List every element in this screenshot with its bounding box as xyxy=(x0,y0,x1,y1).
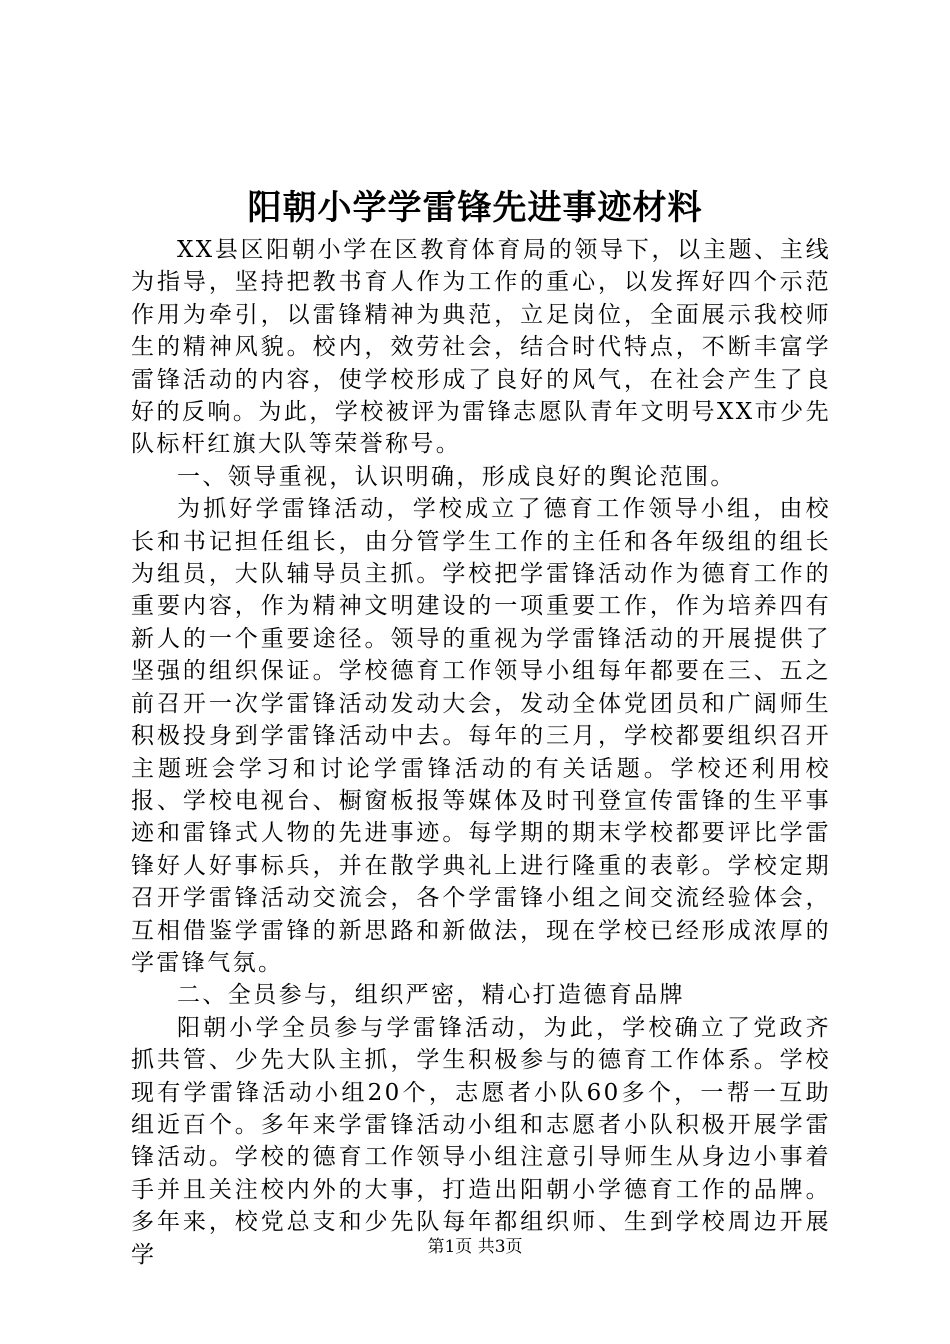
paragraph-section-2: 阳朝小学全员参与学雷锋活动，为此，学校确立了党政齐抓共管、少先大队主抓，学生积极参与的德育工作体系。学校现有学雷锋活动小组20个，志愿者小队60多个，一帮一互助组近百个。多年来学雷锋活动小组和志愿者小队积极开展学雷锋活动。学校的德育工作领导小组注意引导师生从身边小事着手并且关注校内外的大事，打造出阳朝小学德育工作的品牌。多年来，校党总支和少先队每年都组织师、生到学校周边开展学 xyxy=(131,1014,831,1268)
section-heading-1: 一、领导重视，认识明确，形成良好的舆论范围。 xyxy=(177,463,736,490)
document-body xyxy=(131,234,831,1271)
section-heading-2: 二、全员参与，组织严密，精心打造德育品牌 xyxy=(177,982,685,1009)
page-footer: 第1页 共3页 xyxy=(427,1237,523,1257)
document-title: 阳朝小学学雷锋先进事迹材料 xyxy=(247,188,703,228)
paragraph-intro: XX县区阳朝小学在区教育体育局的领导下，以主题、主线为指导，坚持把教书育人作为工作的重心，以发挥好四个示范作用为牵引，以雷锋精神为典范，立足岗位，全面展示我校师生的精神风貌。校内，效劳社会，结合时代特点，不断丰富学雷锋活动的内容，使学校形成了良好的风气，在社会产生了良好的反响。为此，学校被评为雷锋志愿队青年文明号XX市少先队标杆红旗大队等荣誉称号。 xyxy=(131,237,831,458)
paragraph-section-1: 为抓好学雷锋活动，学校成立了德育工作领导小组，由校长和书记担任组长，由分管学生工作的主任和各年级组的组长为组员，大队辅导员主抓。学校把学雷锋活动作为德育工作的重要内容，作为精神文明建设的一项重要工作，作为培养四有新人的一个重要途径。领导的重视为学雷锋活动的开展提供了坚强的组织保证。学校德育工作领导小组每年都要在三、五之前召开一次学雷锋活动发动大会，发动全体党团员和广阔师生积极投身到学雷锋活动中去。每年的三月，学校都要组织召开主题班会学习和讨论学雷锋活动的有关话题。学校还利用校报、学校电视台、橱窗板报等媒体及时刊登宣传雷锋的生平事迹和雷锋式人物的先进事迹。每学期的期末学校都要评比学雷锋好人好事标兵，并在散学典礼上进行隆重的表彰。学校定期召开学雷锋活动交流会，各个学雷锋小组之间交流经验体会，互相借鉴学雷锋的新思路和新做法，现在学校已经形成浓厚的学雷锋气氛。 xyxy=(131,496,831,976)
